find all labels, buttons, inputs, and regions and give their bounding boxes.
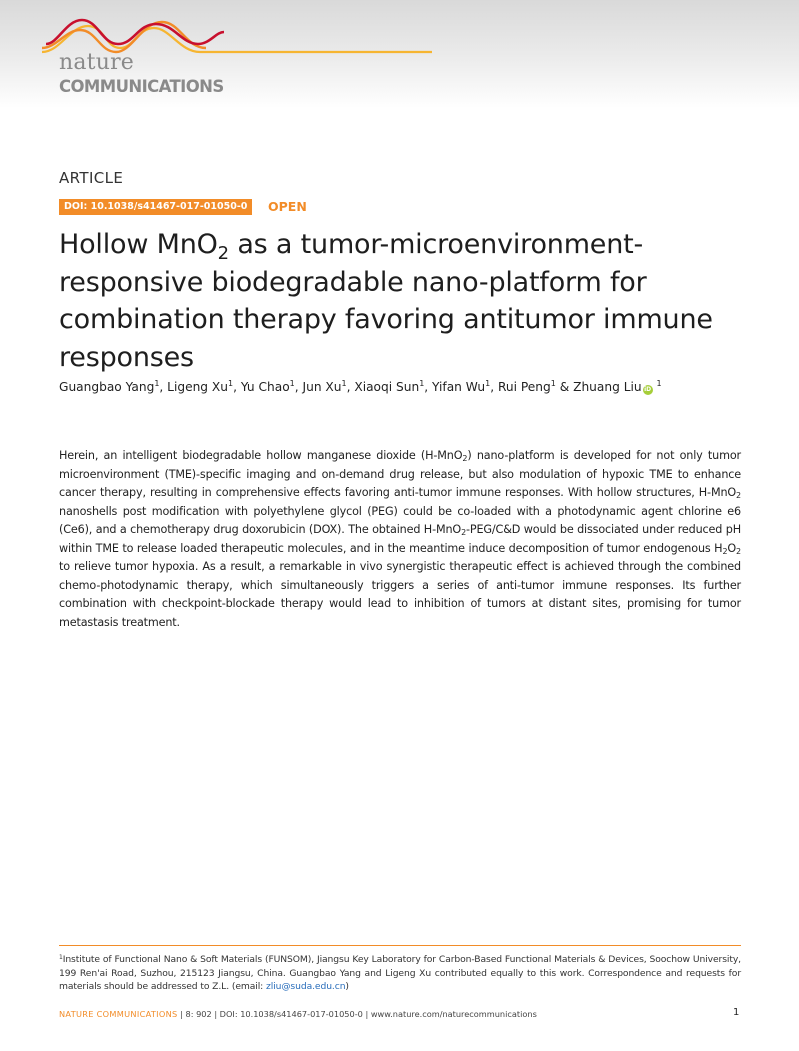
title-text-2: as a tumor-microenvironment-responsive biodegradable nano-platform for combination therapy favoring antitumor immune responses <box>59 229 713 373</box>
footer-journal-name: NATURE COMMUNICATIONS <box>59 1009 178 1019</box>
author-affiliation: 1 <box>228 379 234 388</box>
footnote-text: Institute of Functional Nano & Soft Materials (FUNSOM), Jiangsu Key Laboratory for Carbon-Based Functional Materials & Devices, Soochow University, 199 Ren'ai Road, Suzhou, 215123 Jiangsu, China. Guangbao Yang and Ligeng Xu contributed equally to this work. Correspondence and requests for materials should be addressed to Z.L. (email: <box>59 954 741 992</box>
author-affiliation: 1 <box>550 379 556 388</box>
author-separator: , <box>346 380 355 394</box>
affiliation-footnote <box>59 953 741 994</box>
author-affiliation: 1 <box>289 379 295 388</box>
orcid-icon[interactable]: iD <box>644 386 652 393</box>
abstract-text: ) nano-platform is developed for not only tumor microenvironment (TME)-specific imaging and on-demand drug release, but also modulation of hypoxic TME to enhance cancer therapy, resulting in comprehensive effects favoring anti-tumor immune responses. With hollow structures, H-MnO <box>59 449 741 499</box>
abstract-subscript: 2 <box>722 546 728 556</box>
abstract <box>59 447 741 632</box>
author-separator: , <box>424 380 433 394</box>
open-access-label: OPEN <box>268 199 307 214</box>
running-footer <box>59 1008 741 1020</box>
logo-communications-text: COMMUNICATIONS <box>59 77 224 96</box>
abstract-text: nanoshells post modification with polyethylene glycol (PEG) could be co-loaded with a photodynamic agent chlorine e6 (Ce6), and a chemotherapy drug doxorubicin (DOX). The obtained H-MnO <box>59 504 741 536</box>
abstract-text: Herein, an intelligent biodegradable hollow manganese dioxide (H-MnO <box>59 449 463 462</box>
author-name[interactable]: Yu Chao <box>240 380 290 394</box>
title-text-1: Hollow MnO <box>59 229 218 260</box>
article-title <box>59 226 759 376</box>
author-name[interactable]: Guangbao Yang <box>59 380 155 394</box>
footer-doi[interactable]: | DOI: 10.1038/s41467-017-01050-0 | www.nature.com/naturecommunications <box>214 1009 537 1019</box>
abstract-text: O <box>727 541 737 555</box>
author-list <box>59 378 759 396</box>
author-affiliation: 1 <box>419 379 425 388</box>
page-number: 1 <box>733 1007 740 1018</box>
article-type-label: ARTICLE <box>59 169 124 187</box>
abstract-text: to relieve tumor hypoxia. As a result, a remarkable in vivo synergistic therapeutic effect is achieved through the combined chemo-photodynamic therapy, which simultaneously triggers a series of anti-tumor immune responses. Its further combination with checkpoint-blockade therapy would lead to inhibition of tumors at distant sites, promising for tumor metastasis treatment. <box>59 560 741 629</box>
author-separator: , <box>159 380 168 394</box>
journal-masthead <box>0 0 799 108</box>
footnote-close: ) <box>345 981 349 992</box>
author-name[interactable]: Yifan Wu <box>432 380 486 394</box>
author-affiliation: 1 <box>341 379 347 388</box>
footnote-marker: 1 <box>59 954 63 961</box>
author-affiliation: 1 <box>485 379 491 388</box>
doi-badge[interactable]: DOI: 10.1038/s41467-017-01050-0 <box>59 199 252 215</box>
footer-issue: | 8: 902 <box>177 1009 215 1019</box>
author-name[interactable]: Jun Xu <box>302 380 342 394</box>
abstract-subscript: 2 <box>462 454 468 463</box>
title-subscript: 2 <box>217 243 229 264</box>
abstract-subscript: 2 <box>461 528 467 537</box>
abstract-text: -PEG/C&D would be dissociated under reduced pH within TME to release loaded therapeutic molecules, and in the meantime induce decomposition of tumor endogenous H <box>59 523 741 555</box>
author-separator: , <box>233 380 241 394</box>
author-separator: , <box>294 380 303 394</box>
author-name[interactable]: Ligeng Xu <box>167 380 228 394</box>
author-name[interactable]: Rui Peng <box>497 380 551 394</box>
abstract-subscript: 2 <box>736 546 741 556</box>
author-separator: , <box>490 380 498 394</box>
author-separator: & <box>555 380 574 394</box>
abstract-subscript: 2 <box>736 491 741 500</box>
logo-nature-text: nature <box>59 50 135 75</box>
author-name[interactable]: Xiaoqi Sun <box>354 380 420 394</box>
author-affiliation: 1 <box>154 379 160 388</box>
author-affiliation: 1 <box>656 379 662 388</box>
correspondence-email-link[interactable]: zliu@suda.edu.cn <box>265 981 346 992</box>
footnote-divider <box>59 945 741 946</box>
author-name[interactable]: Zhuang Liu <box>573 380 642 394</box>
